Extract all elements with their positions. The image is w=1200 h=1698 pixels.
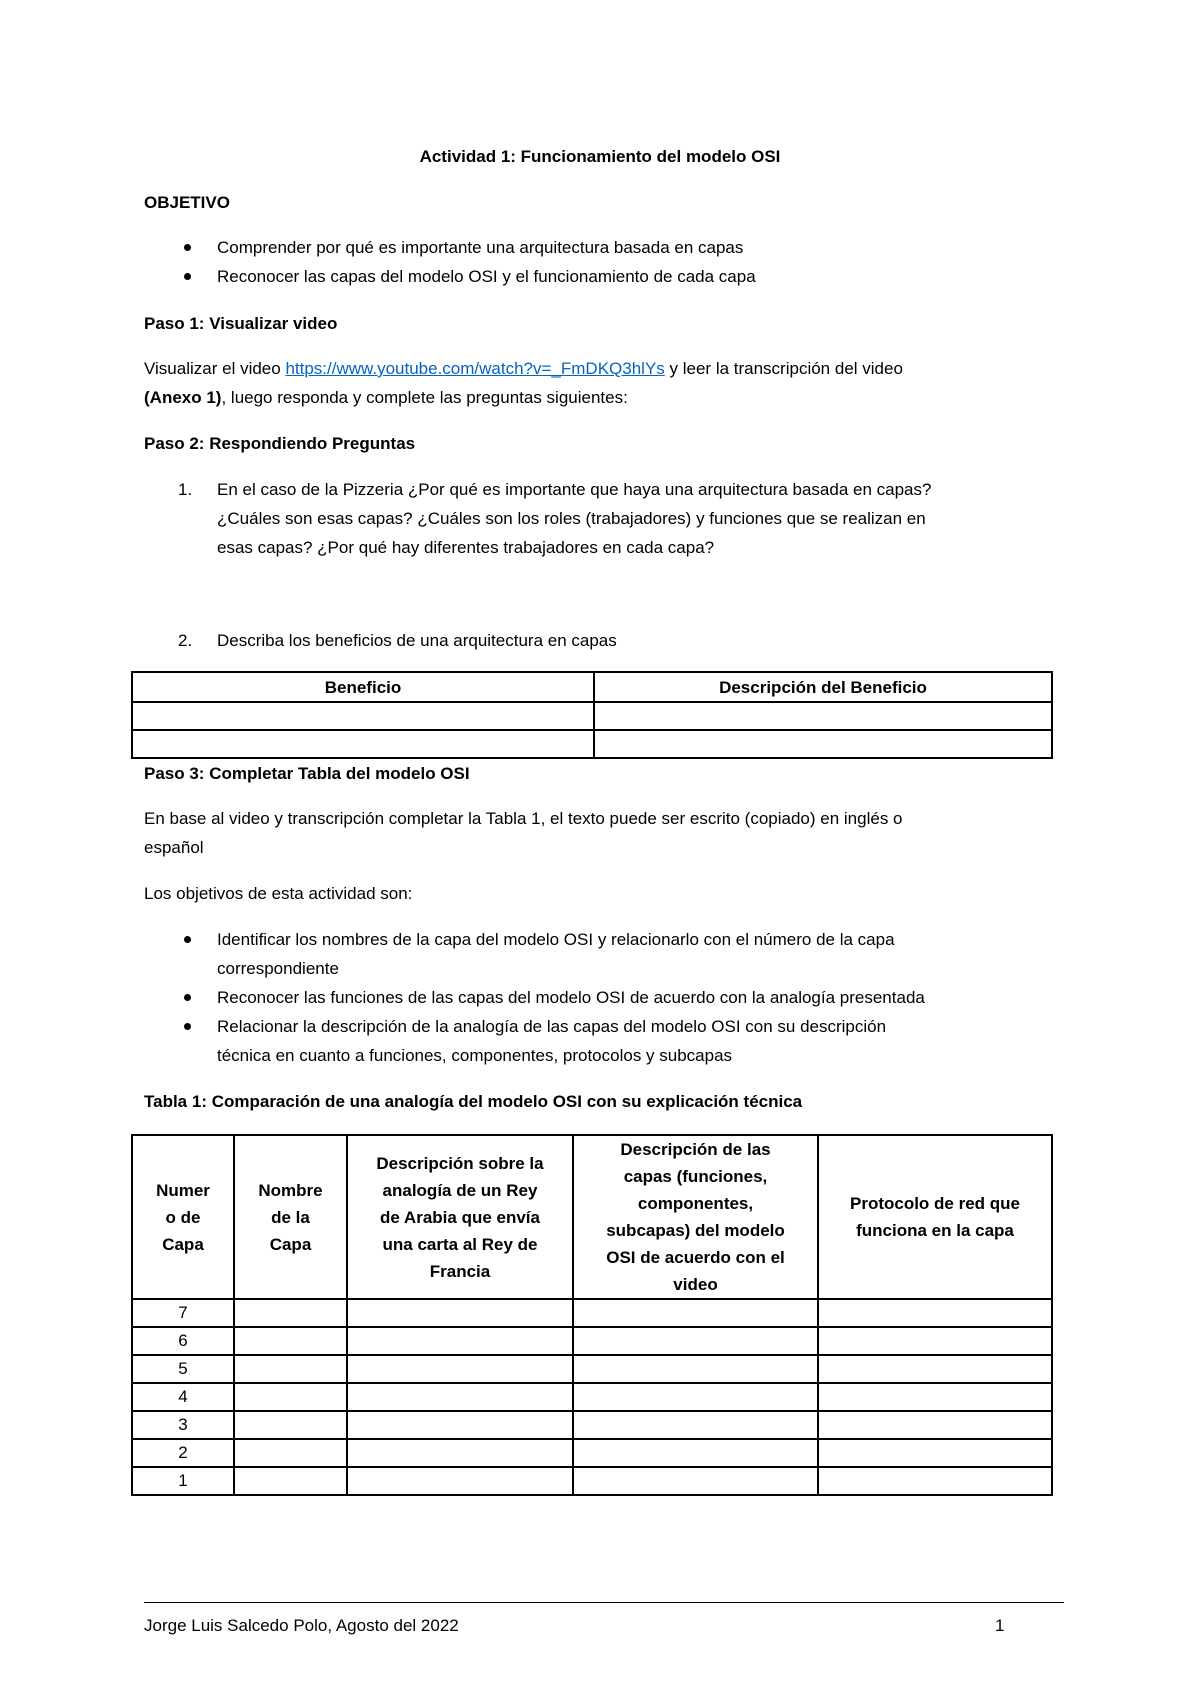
- objetivo-actividad-line: correspondiente: [217, 959, 339, 978]
- benefits-header-beneficio: Beneficio: [132, 672, 594, 702]
- objetivos-heading: Los objetivos de esta actividad son:: [144, 884, 413, 903]
- osi-cell[interactable]: [573, 1299, 818, 1327]
- osi-header-nombre: [234, 1135, 347, 1299]
- objetivo-actividad-line: Identificar los nombres de la capa del modelo OSI y relacionarlo con el número de la capa: [217, 930, 895, 949]
- header-line: una carta al Rey de: [382, 1234, 538, 1254]
- osi-cell[interactable]: [818, 1355, 1052, 1383]
- osi-cell[interactable]: [234, 1439, 347, 1467]
- video-link[interactable]: https://www.youtube.com/watch?v=_FmDKQ3hlYs: [285, 359, 665, 378]
- osi-cell[interactable]: [347, 1299, 573, 1327]
- osi-cell[interactable]: [818, 1411, 1052, 1439]
- question-2-text: Describa los beneficios de una arquitectura en capas: [217, 631, 617, 650]
- header-line: Capa: [269, 1234, 312, 1254]
- header-line: de la: [271, 1207, 310, 1227]
- paso1-line2-rest: , luego responda y complete las preguntas siguientes:: [221, 388, 628, 407]
- osi-cell[interactable]: [234, 1383, 347, 1411]
- header-line: Descripción de las: [620, 1140, 771, 1159]
- objetivo-item: Comprender por qué es importante una arquitectura basada en capas: [217, 238, 744, 257]
- header-line: o de: [165, 1207, 201, 1227]
- header-line: OSI de acuerdo con el: [606, 1248, 785, 1267]
- osi-cell[interactable]: [347, 1411, 573, 1439]
- layer-number: 3: [132, 1411, 234, 1439]
- paso1-text: [144, 358, 903, 380]
- paso1-heading: Paso 1: Visualizar video: [144, 314, 338, 333]
- header-line: de Arabia que envía: [380, 1207, 540, 1227]
- benefits-table: [131, 671, 1053, 759]
- bullet-icon: [184, 1023, 191, 1030]
- osi-cell[interactable]: [818, 1299, 1052, 1327]
- header-line: Nombre: [258, 1180, 323, 1200]
- question-1-line: esas capas? ¿Por qué hay diferentes trabajadores en cada capa?: [217, 538, 715, 557]
- benefits-cell[interactable]: [132, 730, 594, 758]
- osi-row: [132, 1411, 1052, 1439]
- paso3-intro-line: En base al video y transcripción completar la Tabla 1, el texto puede ser escrito (copiado) en inglés o: [144, 809, 903, 828]
- benefits-cell[interactable]: [594, 702, 1052, 730]
- objetivo-actividad-line: Relacionar la descripción de la analogía de las capas del modelo OSI con su descripción: [217, 1017, 887, 1036]
- osi-row: [132, 1467, 1052, 1495]
- osi-cell[interactable]: [818, 1383, 1052, 1411]
- paso1-text-line2: [144, 387, 628, 409]
- header-line: subcapas) del modelo: [606, 1221, 785, 1240]
- osi-cell[interactable]: [573, 1327, 818, 1355]
- osi-cell[interactable]: [573, 1355, 818, 1383]
- header-line: componentes,: [637, 1194, 754, 1213]
- anexo-label: (Anexo 1): [144, 388, 222, 407]
- footer-divider: [144, 1602, 1064, 1603]
- osi-row: [132, 1327, 1052, 1355]
- question-number: 1.: [178, 480, 193, 499]
- header-line: Protocolo de red que: [849, 1194, 1021, 1213]
- bullet-icon: [184, 244, 191, 251]
- osi-row: [132, 1383, 1052, 1411]
- osi-header-numero: [132, 1135, 234, 1299]
- osi-row: [132, 1299, 1052, 1327]
- paso3-heading: Paso 3: Completar Tabla del modelo OSI: [144, 764, 470, 783]
- header-line: funciona en la capa: [856, 1221, 1014, 1240]
- header-line: Descripción sobre la: [376, 1153, 544, 1173]
- header-line: Francia: [429, 1261, 491, 1281]
- osi-cell[interactable]: [347, 1355, 573, 1383]
- table1-caption: Tabla 1: Comparación de una analogía del modelo OSI con su explicación técnica: [144, 1092, 803, 1111]
- osi-cell[interactable]: [347, 1439, 573, 1467]
- header-line: analogía de un Rey: [382, 1180, 538, 1200]
- osi-cell[interactable]: [573, 1439, 818, 1467]
- benefits-cell[interactable]: [594, 730, 1052, 758]
- question-1-line: ¿Cuáles son esas capas? ¿Cuáles son los roles (trabajadores) y funciones que se realizan en: [217, 509, 926, 528]
- bullet-icon: [184, 273, 191, 280]
- osi-cell[interactable]: [347, 1383, 573, 1411]
- osi-header-protocolo: [818, 1135, 1052, 1299]
- osi-cell[interactable]: [818, 1439, 1052, 1467]
- osi-cell[interactable]: [234, 1327, 347, 1355]
- osi-cell[interactable]: [347, 1467, 573, 1495]
- osi-cell[interactable]: [234, 1411, 347, 1439]
- layer-number: 4: [132, 1383, 234, 1411]
- footer-author: Jorge Luis Salcedo Polo, Agosto del 2022: [144, 1616, 459, 1635]
- objetivo-actividad-line: técnica en cuanto a funciones, componentes, protocolos y subcapas: [217, 1046, 733, 1065]
- paso1-text-before: Visualizar el video: [144, 359, 286, 378]
- osi-cell[interactable]: [234, 1467, 347, 1495]
- paso1-text-after: y leer la transcripción del video: [664, 359, 903, 378]
- osi-cell[interactable]: [818, 1467, 1052, 1495]
- osi-cell[interactable]: [573, 1467, 818, 1495]
- osi-cell[interactable]: [573, 1383, 818, 1411]
- benefits-cell[interactable]: [132, 702, 594, 730]
- osi-cell[interactable]: [234, 1355, 347, 1383]
- objetivo-heading: OBJETIVO: [144, 193, 230, 212]
- osi-row: [132, 1355, 1052, 1383]
- bullet-icon: [184, 936, 191, 943]
- osi-cell[interactable]: [818, 1327, 1052, 1355]
- paso3-intro-line: español: [144, 838, 204, 857]
- header-line: video: [673, 1275, 718, 1294]
- objetivo-actividad-line: Reconocer las funciones de las capas del modelo OSI de acuerdo con la analogía presentada: [217, 988, 925, 1007]
- page-number: 1: [995, 1616, 1005, 1635]
- document-title: Actividad 1: Funcionamiento del modelo OSI: [419, 147, 781, 166]
- osi-header-analogia: [347, 1135, 573, 1299]
- benefits-header-descripcion: Descripción del Beneficio: [594, 672, 1052, 702]
- header-line: Numer: [156, 1180, 210, 1200]
- bullet-icon: [184, 994, 191, 1001]
- question-1-line: En el caso de la Pizzeria ¿Por qué es importante que haya una arquitectura basada en capas?: [217, 480, 932, 499]
- layer-number: 1: [132, 1467, 234, 1495]
- objetivo-item: Reconocer las capas del modelo OSI y el funcionamiento de cada capa: [217, 267, 756, 286]
- layer-number: 2: [132, 1439, 234, 1467]
- paso2-heading: Paso 2: Respondiendo Preguntas: [144, 434, 416, 453]
- osi-cell[interactable]: [234, 1299, 347, 1327]
- layer-number: 6: [132, 1327, 234, 1355]
- header-line: capas (funciones,: [623, 1167, 768, 1186]
- osi-cell[interactable]: [573, 1411, 818, 1439]
- osi-cell[interactable]: [347, 1327, 573, 1355]
- header-line: Capa: [162, 1234, 204, 1254]
- osi-row: [132, 1439, 1052, 1467]
- osi-header-descripcion: [573, 1135, 818, 1299]
- layer-number: 7: [132, 1299, 234, 1327]
- question-number: 2.: [178, 631, 193, 650]
- osi-table: [131, 1134, 1053, 1496]
- layer-number: 5: [132, 1355, 234, 1383]
